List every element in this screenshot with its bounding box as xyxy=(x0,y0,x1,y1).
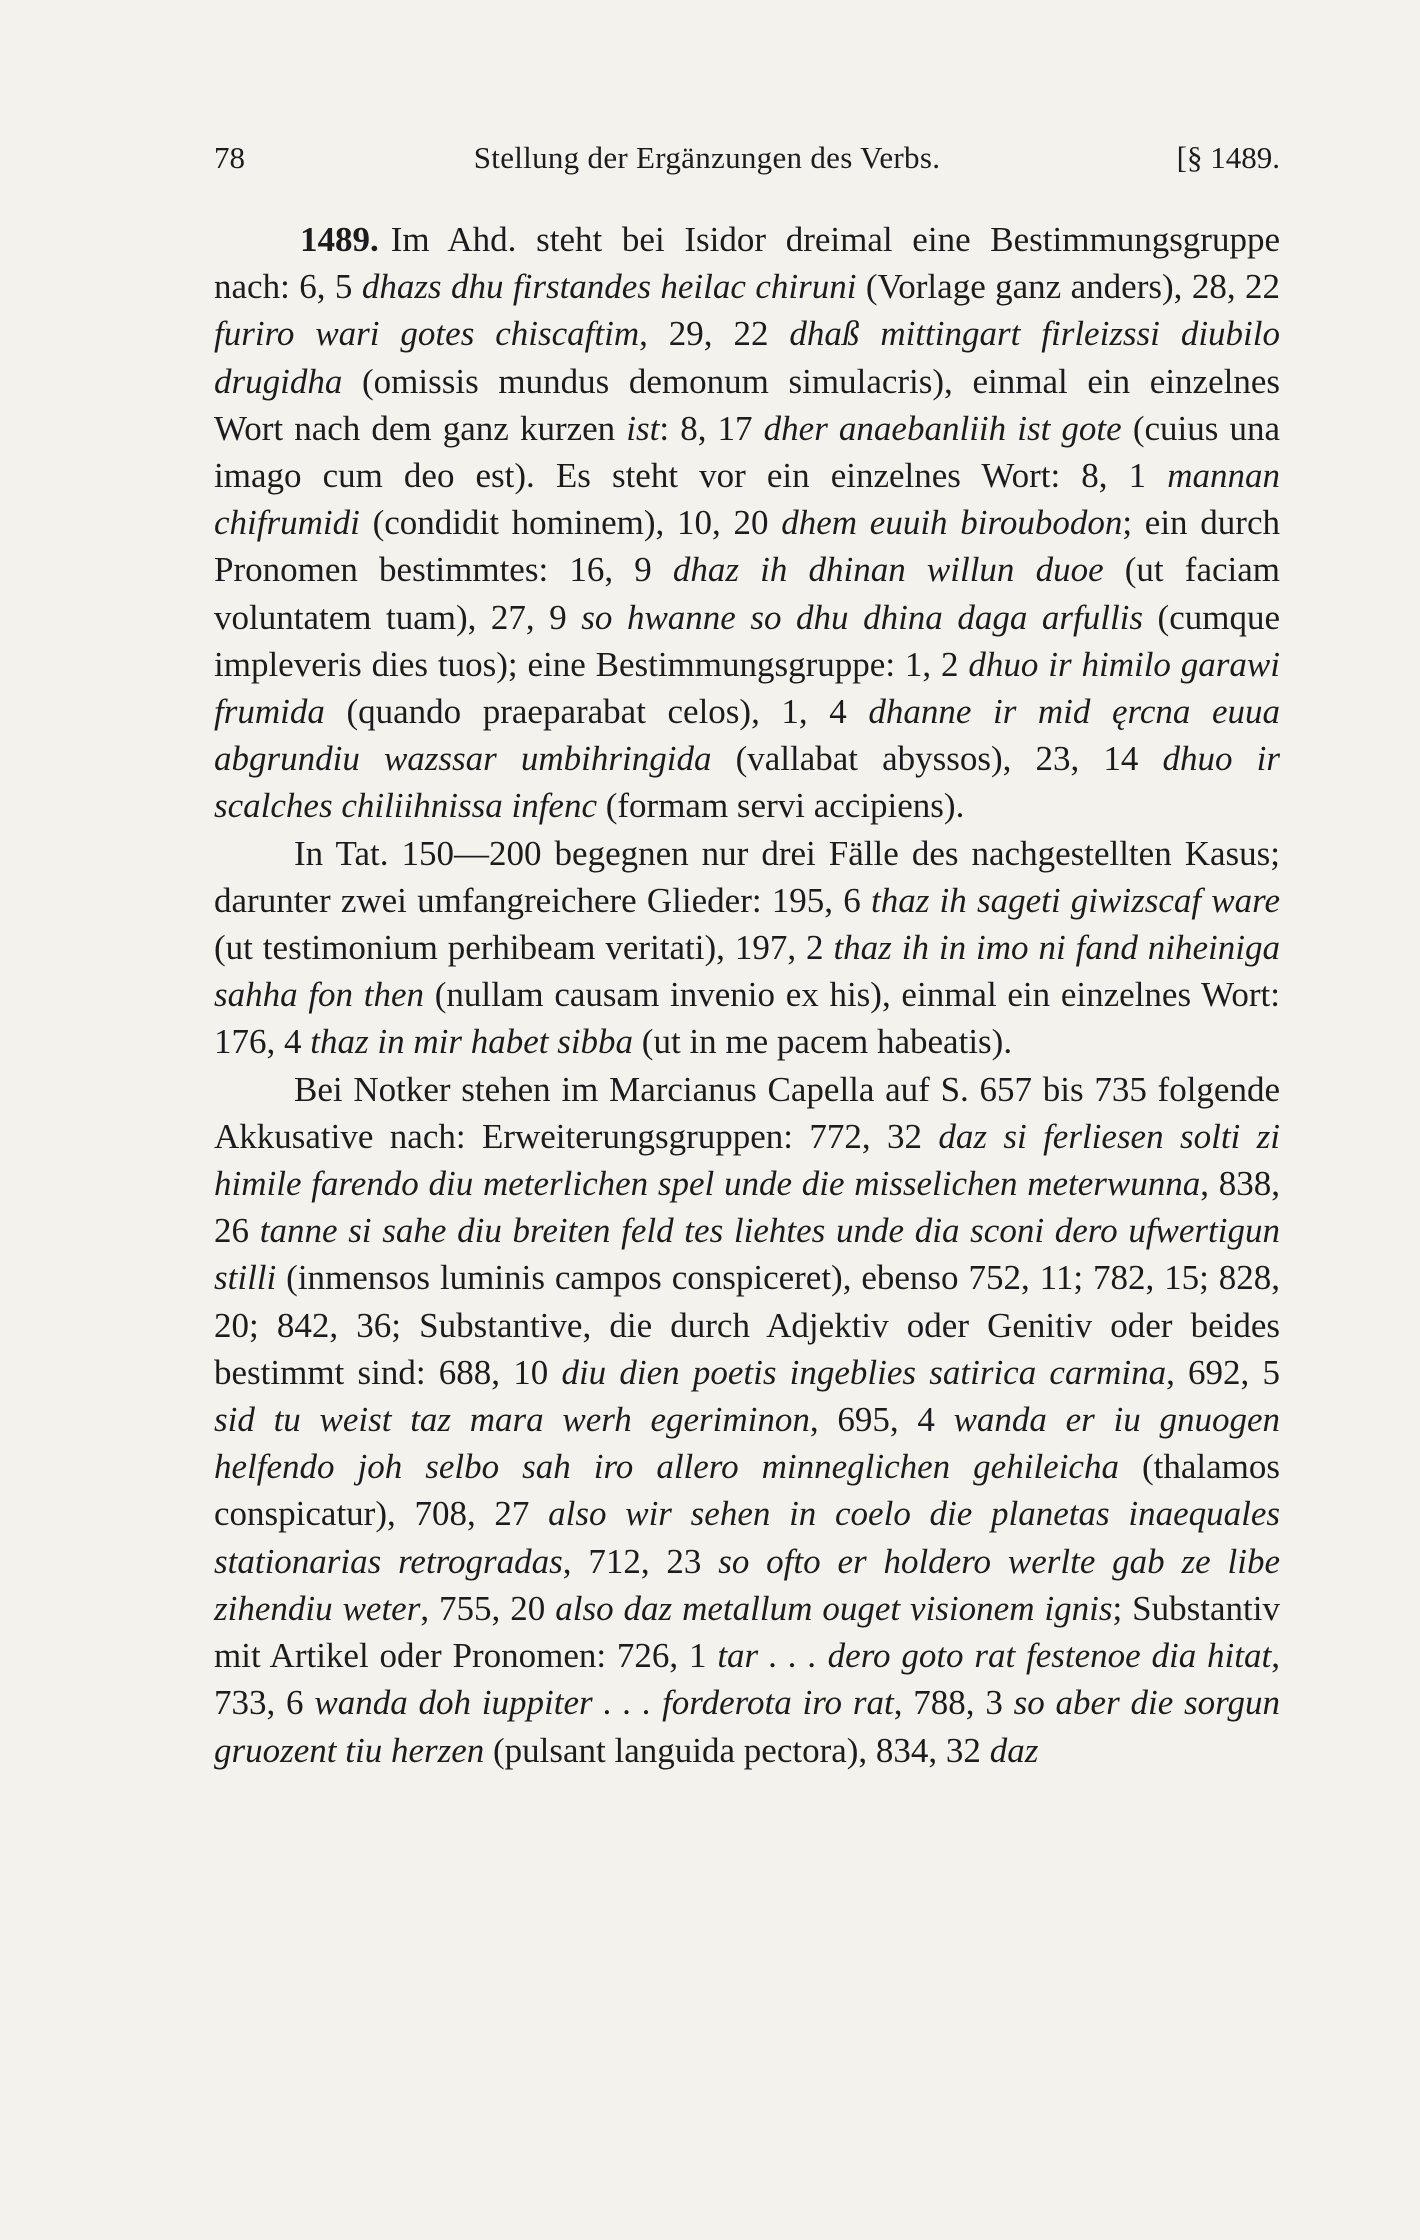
text-segment: Bei Notker stehen im Marcianus Capella auf S. 657 bis 735 folgende Akkusative nach: Erweiterungsgruppen: 772, 32 xyxy=(214,1069,1280,1156)
paragraph-1 xyxy=(214,216,1280,830)
example-text: so ofto er holdero werlte gab ze libe zihendiu weter xyxy=(214,1541,1280,1628)
text-segment: (Vorlage ganz anders), 28, 22 xyxy=(856,267,1280,307)
page-number: 78 xyxy=(214,140,245,175)
text-segment: (nullam causam invenio ex his), einmal ein einzelnes Wort: 176, 4 xyxy=(214,975,1280,1062)
text-segment: (inmensos luminis campos conspiceret), ebenso 752, 11; 782, 15; 828, 20; 842, 36; Substantive, die durch Adjektiv oder Genitiv oder beides bestimmt sind: 688, 10 xyxy=(214,1258,1280,1392)
example-text: so hwanne so dhu dhina daga arfullis xyxy=(581,597,1144,637)
section-number: 1489. xyxy=(300,220,379,259)
example-text: thaz ih sageti giwizscaf ware xyxy=(870,880,1280,920)
example-text: dhuo ir scalches chiliihnissa infenc xyxy=(214,739,1280,826)
example-text: also daz metallum ouget visionem ignis xyxy=(555,1588,1113,1628)
example-text: also wir sehen in coelo die planetas inaequales stationarias retrogradas xyxy=(214,1494,1280,1581)
example-text: thaz in mir habet sibba xyxy=(310,1022,634,1062)
example-text: thaz ih in imo ni fand niheiniga sahha fon then xyxy=(214,928,1280,1015)
text-segment: (cumque impleveris dies tuos); eine Bestimmungsgruppe: 1, 2 xyxy=(214,597,1281,684)
text-segment: ; ein durch Pronomen bestimmtes: 16, 9 xyxy=(214,503,1280,590)
body-text xyxy=(214,216,1280,1774)
example-text: mannan chifrumidi xyxy=(214,456,1280,543)
text-segment: , 755, 20 xyxy=(420,1588,556,1628)
example-text: wanda er iu gnuogen helfendo joh selbo sah iro allero minneglichen gehileicha xyxy=(214,1400,1280,1487)
paragraph-1-content xyxy=(214,220,1280,825)
example-text: dhem euuih biroubodon xyxy=(781,503,1123,543)
example-text: dhaz ih dhinan willun duoe xyxy=(672,550,1104,590)
text-segment: , 838, 26 xyxy=(214,1164,1281,1251)
example-text: tanne si sahe diu breiten feld tes liehtes unde dia sconi dero ufwertigun stilli xyxy=(214,1211,1280,1298)
example-text: daz si ferliesen solti zi himile farendo diu meterlichen spel unde die misselichen meterwunna xyxy=(214,1116,1280,1204)
text-segment: ; Substantiv mit Artikel oder Pronomen: 726, 1 xyxy=(214,1588,1280,1676)
text-segment: (vallabat abyssos), 23, 14 xyxy=(711,739,1163,779)
text-segment: (ut faciam voluntatem tuam), 27, 9 xyxy=(214,550,1280,637)
example-text: dher anaebanliih ist gote xyxy=(763,408,1122,448)
example-text: dhaß mittingart firleizssi diubilo drugidha xyxy=(214,314,1280,401)
text-segment: (condidit hominem), 10, 20 xyxy=(359,503,782,543)
text-segment: , 692, 5 xyxy=(1166,1352,1281,1392)
text-segment: , 733, 6 xyxy=(214,1636,1280,1723)
example-text: furiro wari gotes chiscaftim xyxy=(214,314,640,354)
example-text: wanda doh iuppiter . . . forderota iro rat xyxy=(314,1683,894,1723)
text-segment: , 712, 23 xyxy=(562,1541,719,1581)
example-text: so aber die sorgun gruozent tiu herzen xyxy=(214,1683,1281,1770)
text-segment: (ut in me pacem habeatis). xyxy=(633,1022,1013,1062)
example-text: tar . . . dero goto rat festenoe dia hitat xyxy=(717,1636,1272,1676)
paragraph-3 xyxy=(214,1066,1280,1774)
example-text: diu dien poetis ingeblies satirica carmina xyxy=(561,1352,1167,1392)
text-segment: , 29, 22 xyxy=(639,314,790,354)
text-segment: (pulsant languida pectora), 834, 32 xyxy=(484,1730,990,1770)
section-reference: [§ 1489. xyxy=(1176,140,1280,175)
text-segment: : 8, 17 xyxy=(659,408,764,448)
text-segment: Im Ahd. steht bei Isidor dreimal eine Bestimmungsgruppe nach: 6, 5 xyxy=(214,220,1280,307)
text-segment: In Tat. 150—200 begegnen nur drei Fälle des nachgestellten Kasus; darunter zwei umfangreichere Glieder: 195, 6 xyxy=(214,833,1280,920)
text-segment: (quando praeparabat celos), 1, 4 xyxy=(324,692,869,732)
example-text: sid tu weist taz mara werh egeriminon xyxy=(214,1400,810,1440)
text-segment: , 788, 3 xyxy=(893,1683,1014,1723)
text-segment: (ut testimonium perhibeam veritati), 197, 2 xyxy=(214,928,834,968)
text-segment: (formam servi accipiens). xyxy=(596,786,965,826)
example-text: dhuo ir himilo garawi frumida xyxy=(214,644,1280,732)
example-text: dhanne ir mid ęrcna euua abgrundiu wazssar umbihringida xyxy=(214,692,1280,779)
text-segment: (omissis mundus demonum simulacris), einmal ein einzelnes Wort nach dem ganz kurzen xyxy=(214,361,1280,448)
running-head xyxy=(214,140,1280,176)
text-segment: (cuius una imago cum deo est). Es steht vor ein einzelnes Wort: 8, 1 xyxy=(214,408,1280,496)
example-text: dhazs dhu firstandes heilac chiruni xyxy=(361,267,857,307)
text-segment: (thalamos conspicatur), 708, 27 xyxy=(214,1447,1280,1534)
example-text: ist xyxy=(626,408,660,448)
text-segment: , 695, 4 xyxy=(809,1400,954,1440)
example-text: daz xyxy=(989,1730,1039,1770)
running-title: Stellung der Ergänzungen des Verbs. xyxy=(473,140,941,175)
paragraph-2 xyxy=(214,830,1280,1066)
